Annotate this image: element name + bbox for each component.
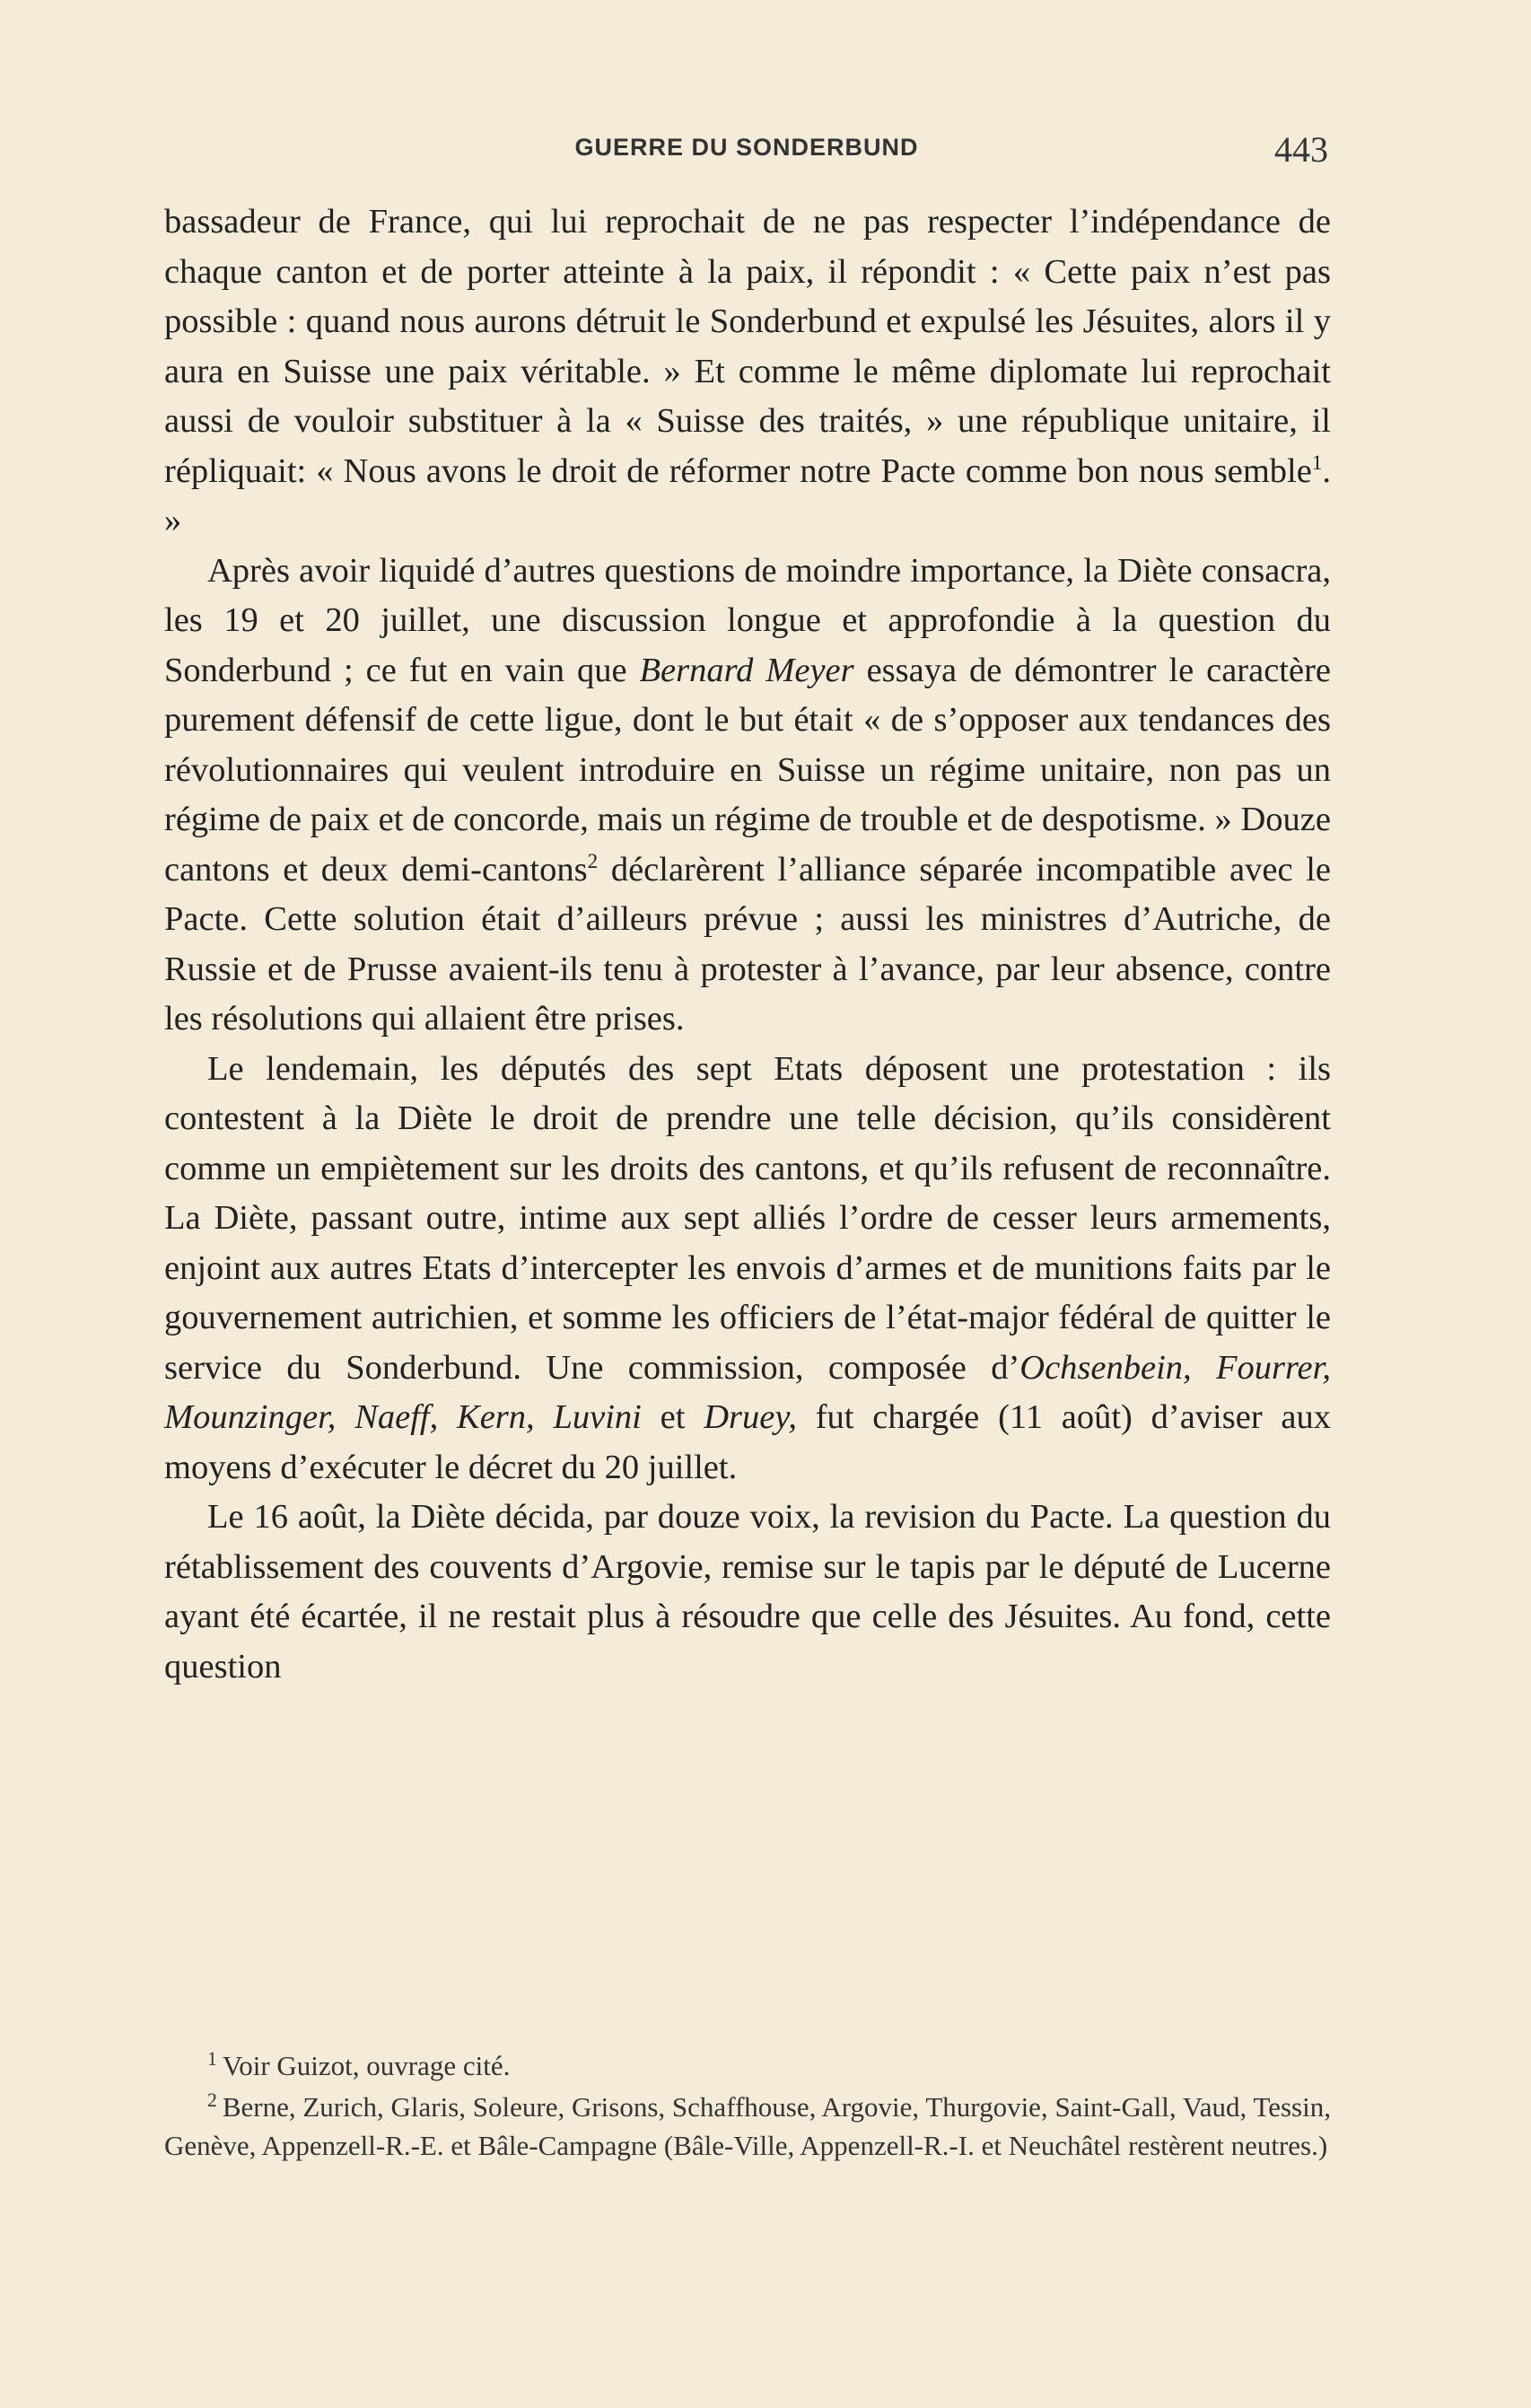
- running-title: GUERRE DU SONDERBUND: [574, 134, 919, 161]
- paragraph-1: [164, 197, 1331, 547]
- paragraph-text: et: [641, 1398, 704, 1436]
- paragraph-text: déclarèrent l’alliance séparée incompatible avec le Pacte. Cette solution était d’ailleurs prévue ; aussi les ministres d’Autriche, de Russie et de Prusse avaient-ils tenu à protester à l’avance, par leur absence, contre les résolutions qui allaient être prises.: [164, 850, 1332, 1038]
- page-header: [165, 128, 1328, 173]
- person-names: Ochsenbein, Fourrer, Mounzinger, Naeff, Kern, Luvini: [164, 1348, 1331, 1436]
- person-name: Druey,: [704, 1398, 797, 1436]
- paragraph-4: [164, 1493, 1331, 1692]
- paragraph-text: . »: [164, 451, 1331, 539]
- page-number: 443: [1274, 129, 1328, 170]
- paragraph-text: Après avoir liquidé d’autres questions de moindre importance, la Diète consacra, les 19 et 20 juillet, une discussion longue et approfondie à la question du Sonderbund ; ce fut en vain que: [164, 551, 1331, 689]
- footnote-text: Berne, Zurich, Glaris, Soleure, Grisons, Schaffhouse, Argovie, Thurgovie, Saint-Gall, Vaud, Tessin, Genève, Appenzell-R.-E. et Bâle-Campagne (Bâle-Ville, Appenzell-R.-I. et Neuchâtel restèrent neutres.): [164, 2091, 1331, 2161]
- footnote-text: Voir Guizot, ouvrage cité.: [222, 2050, 511, 2081]
- paragraph-text: bassadeur de France, qui lui reprochait de ne pas respecter l’indépendance de chaque canton et de porter atteinte à la paix, il répondit : « Cette paix n’est pas possible : quand nous aurons détruit le Sonderbund et expulsé les Jésuites, alors il y aura en Suisse une paix véritable. » Et comme le même diplomate lui reprochait aussi de vouloir substituer à la « Suisse des traités, » une république unitaire, il répliquait: « Nous avons le droit de réformer notre Pacte comme bon nous semble: [164, 203, 1331, 490]
- footnotes: [164, 2046, 1331, 2167]
- footnote-2: [164, 2088, 1331, 2165]
- footnote-mark: 1: [207, 2047, 217, 2070]
- paragraph-text: Le 16 août, la Diète décida, par douze voix, la revision du Pacte. La question du rétablissement des couvents d’Argovie, remise sur le tapis par le député de Lucerne ayant été écartée, il ne restait plus à résoudre que celle des Jésuites. Au fond, cette question: [164, 1498, 1331, 1686]
- footnote-1: [164, 2046, 1331, 2085]
- person-name: Bernard Meyer: [639, 651, 854, 689]
- paragraph-text: Le lendemain, les députés des sept Etats déposent une protestation : ils contestent à la Diète le droit de prendre une telle décision, qu’ils considèrent comme un empiètement sur les droits des cantons, et qu’ils refusent de reconnaître. La Diète, passant outre, intime aux sept alliés l’ordre de cesser leurs armements, enjoint aux autres Etats d’intercepter les envois d’armes et de munitions faits par le gouvernement autrichien, et somme les officiers de l’état-major fédéral de quitter le service du Sonderbund. Une commission, composée d’: [164, 1049, 1331, 1387]
- paragraph-2: [164, 547, 1331, 1045]
- paragraph-text: fut chargée (11 août) d’aviser aux moyens d’exécuter le décret du 20 juillet.: [164, 1398, 1332, 1486]
- footnote-mark: 2: [207, 2088, 217, 2111]
- body-text: [164, 197, 1331, 1692]
- paragraph-text: essaya de démontrer le caractère purement défensif de cette ligue, dont le but était « de s’opposer aux tendances des révolutionnaires qui veulent introduire en Suisse un régime unitaire, non pas un régime de paix et de concorde, mais un régime de trouble et de despotisme. » Douze cantons et deux demi-cantons: [164, 651, 1332, 889]
- paragraph-3: [164, 1045, 1331, 1493]
- footnote-ref-2: 2: [587, 848, 599, 872]
- footnote-ref-1: 1: [1311, 450, 1323, 474]
